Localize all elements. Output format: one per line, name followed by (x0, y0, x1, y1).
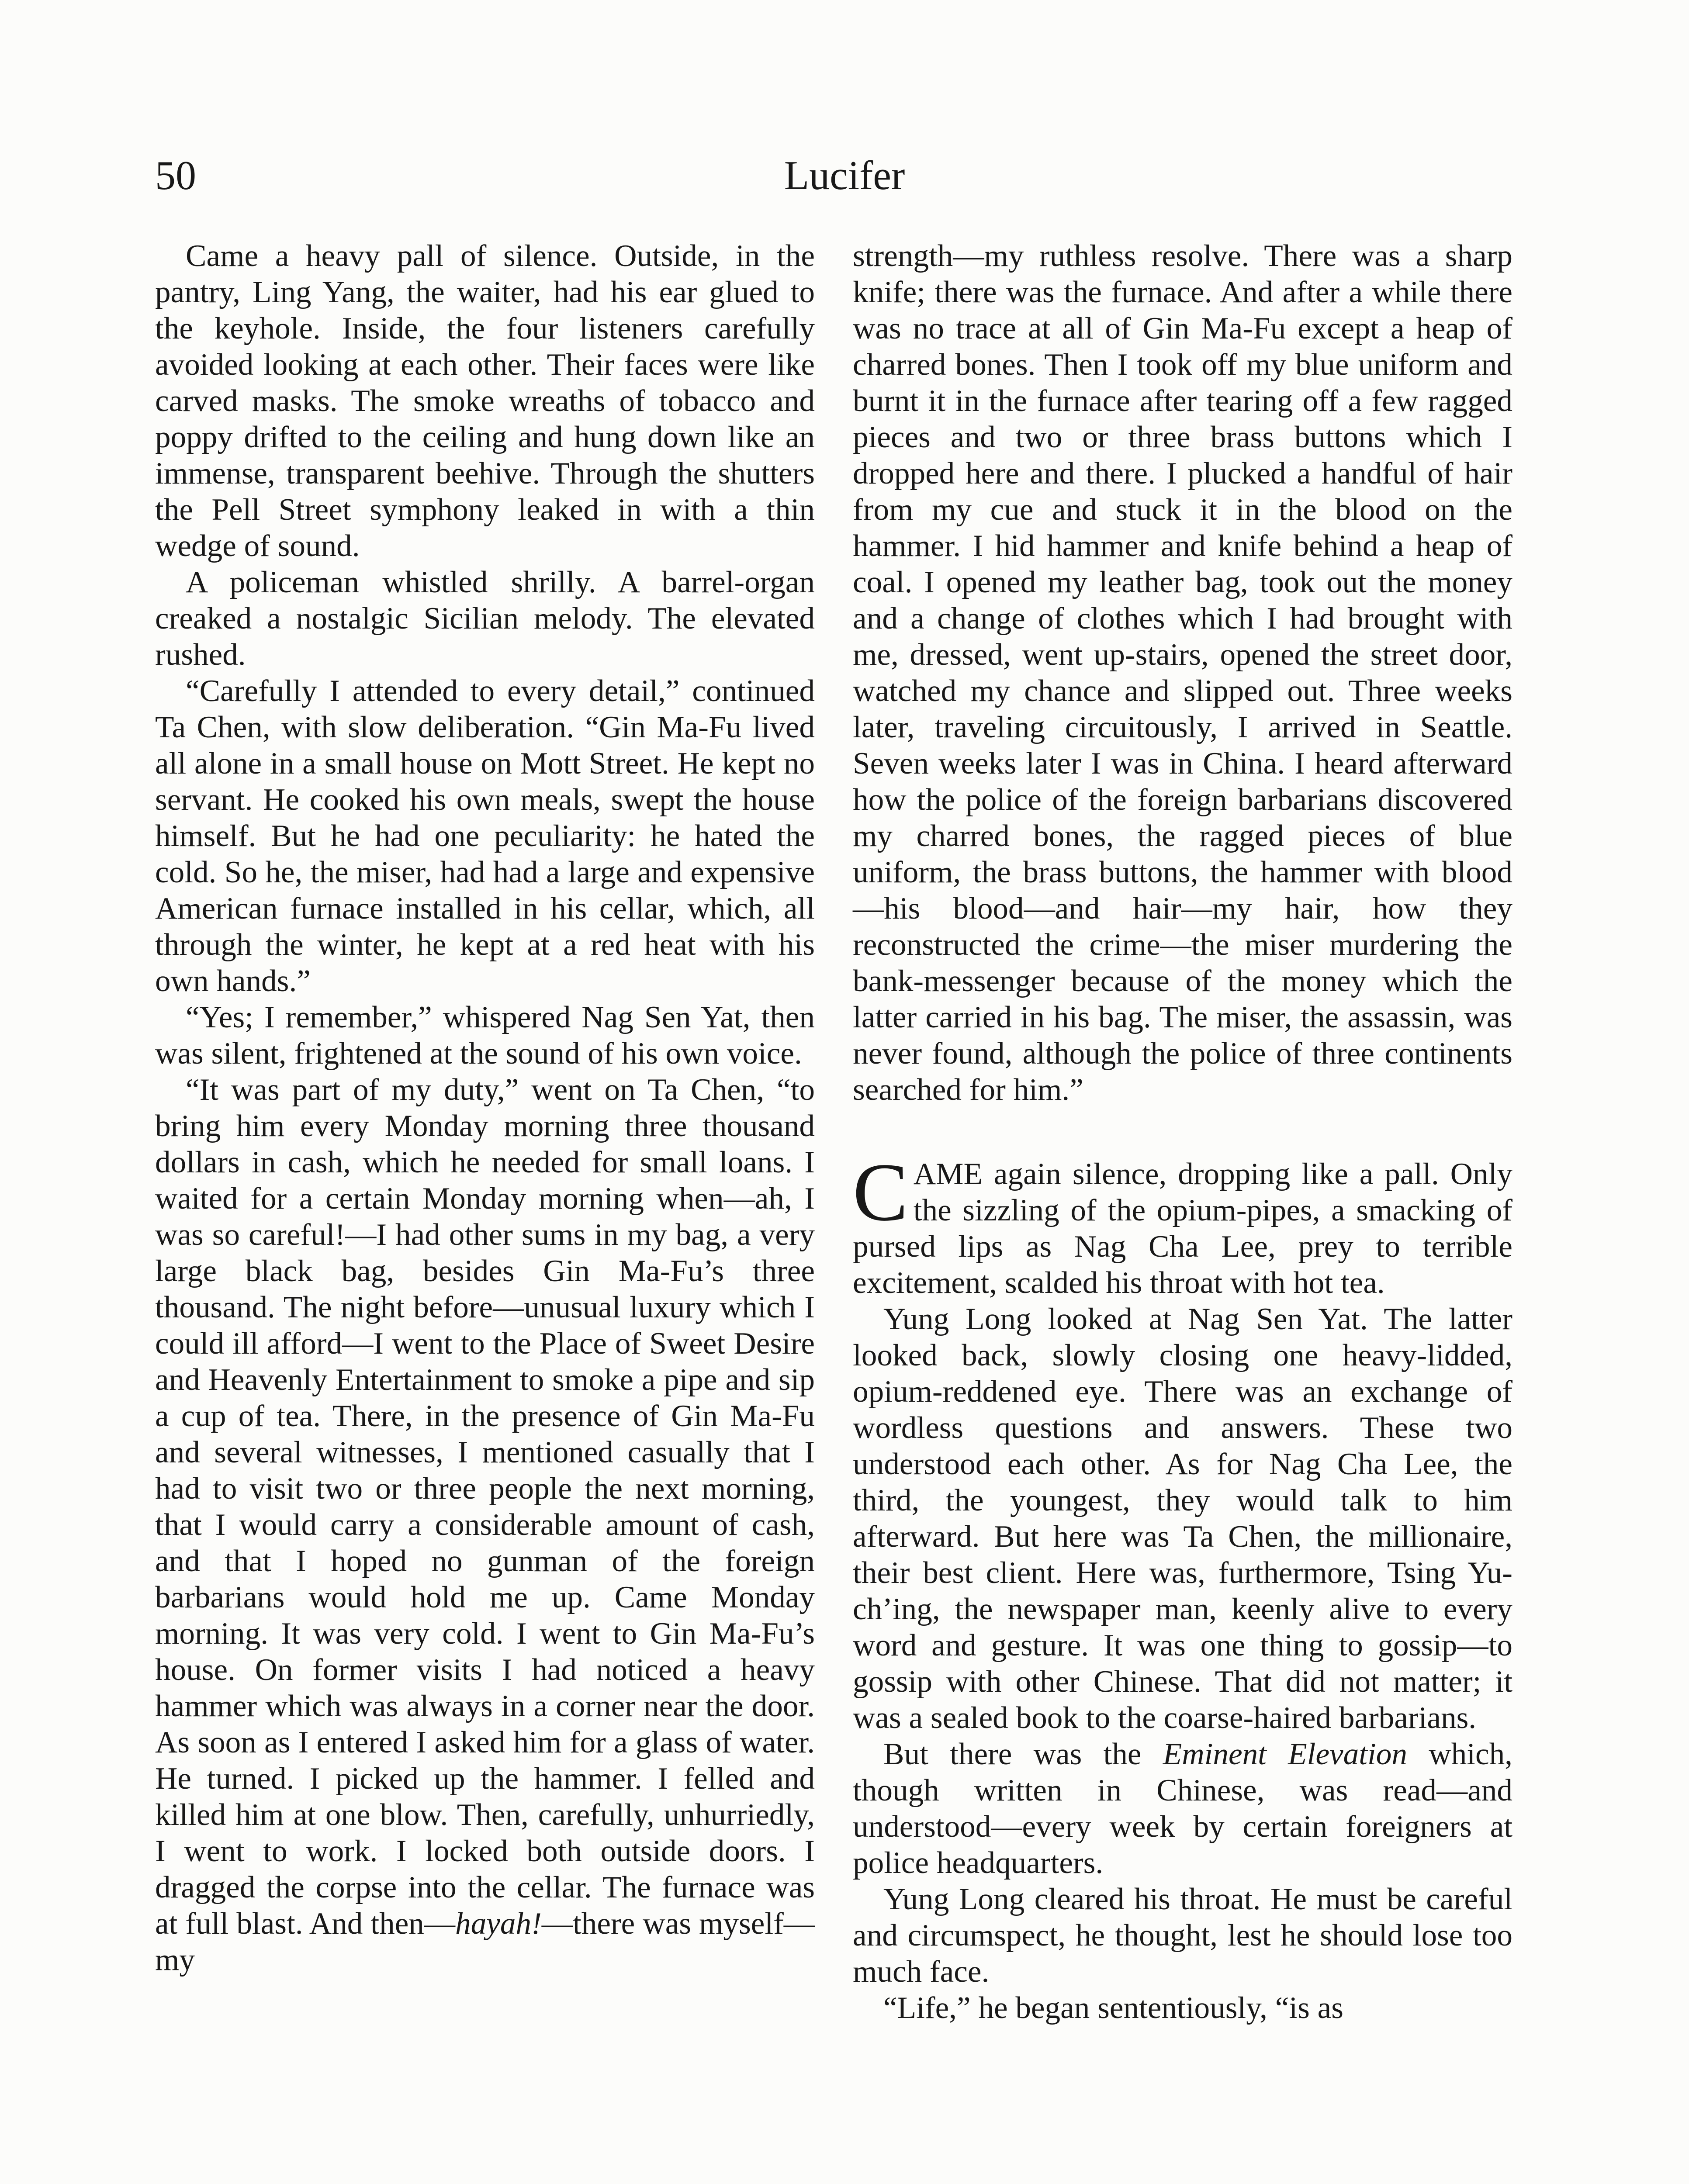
paragraph (155, 1072, 815, 1978)
drop-cap: C (853, 1147, 908, 1238)
paragraph: “Carefully I attended to every detail,” continued Ta Chen, with slow deliberation. “Gin Ma-Fu lived all alone in a small house on Mott Street. He kept no servant. He cooked his own meals, swept the house himself. But he had one peculiarity: he hated the cold. So he, the miser, had had a large and expensive American furnace installed in his cellar, which, all through the winter, he kept at a red heat with his own hands.” (155, 674, 815, 998)
running-head: Lucifer (784, 153, 905, 198)
italic-text: hayah! (455, 1907, 542, 1941)
paragraph: Yung Long cleared his throat. He must be careful and circumspect, he thought, lest he should lose too much face. (853, 1882, 1512, 1989)
paragraph: “Life,” he began sententiously, “is as (883, 1991, 1343, 2025)
paragraph: “Yes; I remember,” whispered Nag Sen Yat, then was silent, frightened at the sound of his own voice. (155, 1000, 815, 1071)
paragraph: A policeman whistled shrilly. A barrel-organ creaked a nostalgic Sicilian melody. The elevated rushed. (155, 565, 815, 672)
paragraph: Came a heavy pall of silence. Outside, in the pantry, Ling Yang, the waiter, had his ear glued to the keyhole. Inside, the four listeners carefully avoided looking at each other. Their faces were like carved masks. The smoke wreaths of tobacco and poppy drifted to the ceiling and hung down like an immense, transparent beehive. Through the shutters the Pell Street symphony leaked in with a thin wedge of sound. (155, 239, 815, 563)
left-column (155, 238, 815, 1978)
italic-text: Eminent Elevation (1163, 1737, 1407, 1771)
paragraph: strength—my ruthless resolve. There was a sharp knife; there was the furnace. And after a while there was no trace at all of Gin Ma-Fu except a heap of charred bones. Then I took off my blue uniform and burnt it in the furnace after tearing off a few ragged pieces and two or three brass buttons which I dropped here and there. I plucked a handful of hair from my cue and stuck it in the blood on the hammer. I hid hammer and knife behind a heap of coal. I opened my leather bag, took out the money and a change of clothes which I had brought with me, dressed, went up-stairs, opened the street door, watched my chance and slipped out. Three weeks later, traveling circuitously, I arrived in Seattle. Seven weeks later I was in China. I heard afterward how the police of the foreign barbarians discovered my charred bones, the ragged pieces of blue uniform, the brass buttons, the hammer with blood—his blood—and hair—my hair, how they reconstructed the crime—the miser murdering the bank-messenger because of the money which the latter carried in his bag. The miser, the assassin, was never found, although the police of three continents searched for him.” (853, 239, 1512, 1107)
right-column (853, 238, 1512, 2026)
text-run: But there was the (883, 1737, 1163, 1771)
text-run: —there was myself—my (155, 1907, 815, 1977)
text-run: which, though written in Chinese, was read—and understood—every week by certain foreigners at police headquarters. (853, 1737, 1512, 1880)
paragraph: Yung Long looked at Nag Sen Yat. The latter looked back, slowly closing one heavy-lidded, opium-reddened eye. There was an exchange of wordless questions and answers. These two understood each other. As for Nag Cha Lee, the third, the youngest, they would talk to him afterward. But here was Ta Chen, the millionaire, their best client. Here was, furthermore, Tsing Yu-ch’ing, the newspaper man, keenly alive to every word and gesture. It was one thing to gossip—to gossip with other Chinese. That did not matter; it was a sealed book to the coarse-haired barbarians. (853, 1302, 1512, 1735)
small-caps-lead: AME (913, 1157, 983, 1191)
text-run: again silence, dropping like a pall. Only the sizzling of the opium-pipes, a smacking of pursed lips as Nag Cha Lee, prey to terrible excitement, scalded his throat with hot tea. (853, 1157, 1512, 1300)
text-run: “It was part of my duty,” went on Ta Chen, “to bring him every Monday morning three thousand dollars in cash, which he needed for small loans. I waited for a certain Monday morning when—ah, I was so careful!—I had other sums in my bag, a very large black bag, besides Gin Ma-Fu’s three thousand. The night before—unusual luxury which I could ill afford—I went to the Place of Sweet Desire and Heavenly Entertainment to smoke a pipe and sip a cup of tea. There, in the presence of Gin Ma-Fu and several witnesses, I mentioned casually that I had to visit two or three people the next morning, that I would carry a considerable amount of cash, and that I hoped no gunman of the foreign barbarians would hold me up. Came Monday morning. It was very cold. I went to Gin Ma-Fu’s house. On former visits I had noticed a heavy hammer which was always in a corner near the door. As soon as I entered I asked him for a glass of water. He turned. I picked up the hammer. I felled and killed him at one blow. Then, carefully, unhurriedly, I went to work. I locked both outside doors. I dragged the corpse into the cellar. The furnace was at full blast. And then— (155, 1073, 815, 1941)
paragraph (853, 1736, 1512, 1881)
section-start-paragraph (853, 1147, 1512, 1301)
page-number: 50 (155, 153, 196, 198)
